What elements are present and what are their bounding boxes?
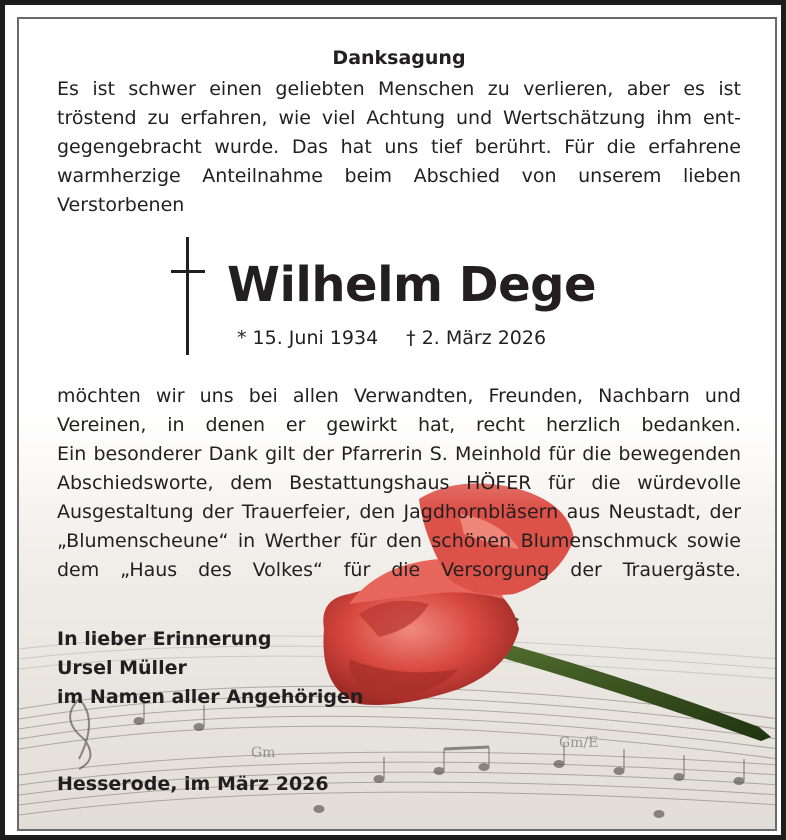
intro-paragraph	[57, 75, 741, 220]
cross-icon-bar	[171, 270, 205, 273]
svg-text:Gm/E: Gm/E	[559, 735, 599, 751]
life-dates	[237, 327, 546, 349]
thanks-line: dem „Haus des Volkes“ für die Versorgung der Trauergäste.	[57, 559, 741, 581]
svg-text:Gm: Gm	[251, 745, 276, 761]
birth-date: * 15. Juni 1934	[237, 327, 379, 349]
thanks-line: Ein besonderer Dank gilt der Pfarrerin S. Meinhold für die bewegenden	[57, 443, 741, 465]
intro-line: Es ist schwer einen geliebten Menschen zu verlieren, aber es ist	[57, 78, 741, 100]
rose-stem	[485, 639, 771, 741]
thanks-line: Abschiedsworte, dem Bestattungshaus HÖFER für die würdevolle	[57, 472, 741, 494]
intro-line: warmherzige Anteilnahme beim Abschied von unserem lieben	[57, 165, 741, 187]
death-date: † 2. März 2026	[406, 327, 547, 349]
intro-line: tröstend zu erfahren, wie viel Achtung und Wertschätzung ihm ent-	[57, 107, 741, 129]
heading-danksagung: Danksagung	[332, 47, 466, 69]
chord-marks	[251, 735, 598, 761]
intro-line: gegengebracht wurde. Das hat uns tief berührt. Für die erfahrene	[57, 136, 741, 158]
thanks-line: Vereinen, in denen er gewirkt hat, recht herzlich bedanken.	[57, 414, 741, 436]
thanks-paragraph	[57, 382, 741, 585]
closing-signature	[57, 625, 363, 712]
deceased-name: Wilhelm Dege	[227, 257, 597, 313]
thanks-line: Ausgestaltung der Trauerfeier, den Jagdhornbläsern aus Neustadt, der	[57, 501, 741, 523]
closing-line: im Namen aller Angehörigen	[57, 686, 364, 708]
place-and-date: Hesserode, im März 2026	[57, 773, 329, 795]
cross-icon	[186, 237, 189, 355]
thanks-line: möchten wir uns bei allen Verwandten, Freunden, Nachbarn und	[57, 385, 741, 407]
intro-line: Verstorbenen	[57, 194, 185, 216]
obituary-inner-frame	[17, 17, 777, 831]
thanks-line: „Blumenscheune“ in Werther für den schönen Blumenschmuck sowie	[57, 530, 741, 552]
signer-name: Ursel Müller	[57, 657, 187, 679]
closing-line: In lieber Erinnerung	[57, 628, 272, 650]
